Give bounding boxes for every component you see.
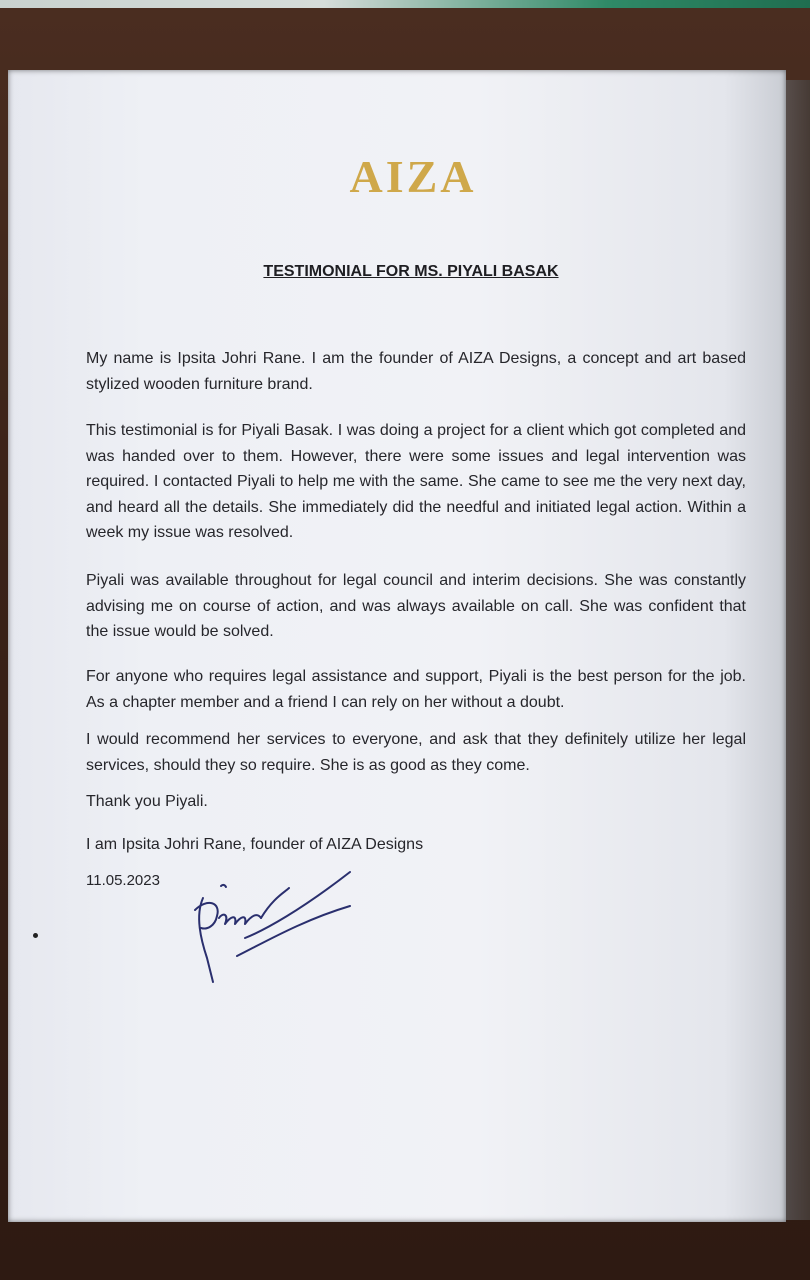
closing-thanks: Thank you Piyali. [86,793,208,810]
paragraph-recommendation: For anyone who requires legal assistance and support, Piyali is the best person for the job. As a chapter member and a friend I can rely on her without a doubt. [86,668,746,711]
handwritten-signature [185,858,360,988]
paragraph-availability: Piyali was available throughout for legal council and interim decisions. She was constantly advising me on course of action, and was always available on call. She was confident that the issue would be solved. [86,572,746,640]
aiza-logo: AIZA [349,151,477,202]
paragraph-intro: My name is Ipsita Johri Rane. I am the founder of AIZA Designs, a concept and art based stylized wooden furniture brand. [86,350,746,393]
paragraph-services: I would recommend her services to everyone, and ask that they definitely utilize her legal services, should they so require. She is as good as they come. [86,731,746,774]
letter-paper [8,70,786,1222]
sign-off-line: I am Ipsita Johri Rane, founder of AIZA Designs [86,836,424,853]
paragraph-project: This testimonial is for Piyali Basak. I was doing a project for a client which got completed and was handed over to them. However, there were some issues and legal intervention was required. I contacted Piyali to help me with the same. She came to see me the very next day, and heard all the details. She immediately did the needful and initiated legal action. Within a week my issue was resolved. [86,422,746,541]
letter-date: 11.05.2023 [86,872,160,889]
letter-title: TESTIMONIAL FOR MS. PIYALI BASAK [263,263,559,280]
paper-speck [33,933,38,938]
